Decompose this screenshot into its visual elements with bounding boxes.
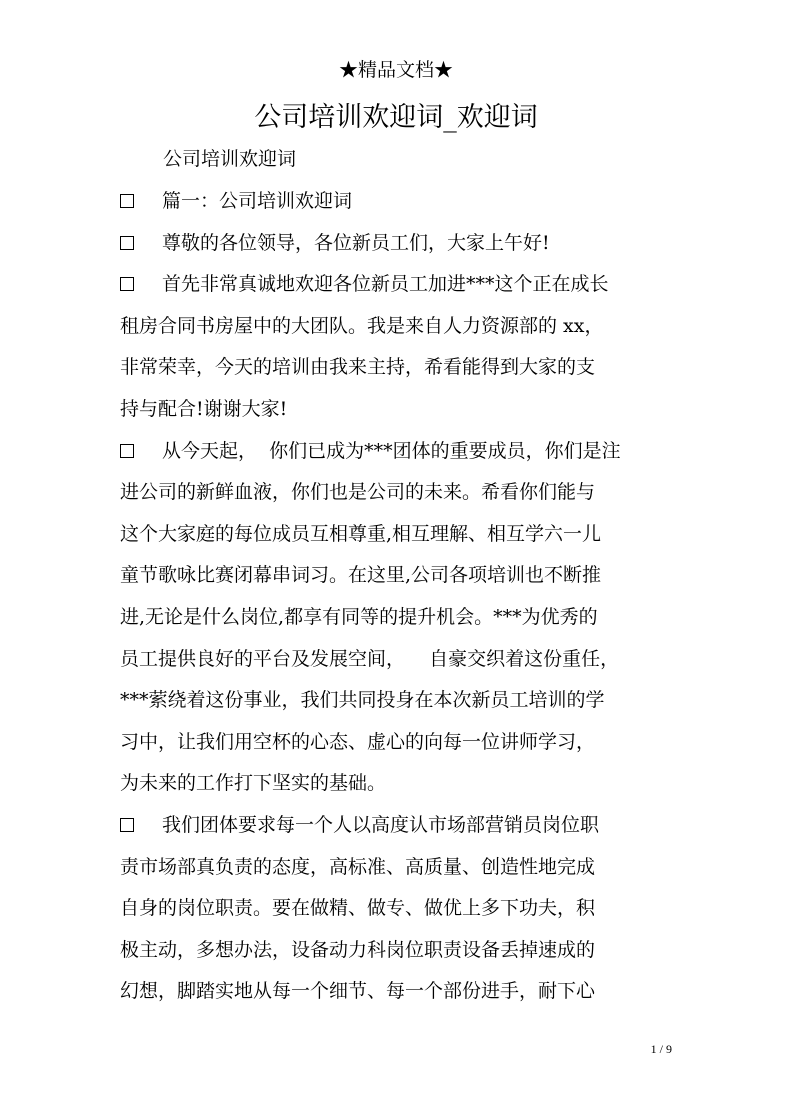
bullet-line <box>120 271 680 297</box>
line-text: 公司培训欢迎词 <box>163 148 297 170</box>
line-text: 首先非常真诚地欢迎各位新员工加进***这个正在成长 <box>162 273 609 295</box>
page-number: 1 / 9 <box>650 1042 672 1056</box>
line-text: 从今天起， 你们已成为***团体的重要成员，你们是注 <box>162 440 621 462</box>
body-line: 非常荣幸，今天的培训由我来主持，希看能得到大家的支 <box>120 356 596 378</box>
subtitle-line <box>163 146 723 172</box>
body-line: 童节歌咏比赛闭幕串词习。在这里,公司各项培训也不断推 <box>120 564 602 586</box>
doc-header: ★精品文档★ <box>338 59 453 81</box>
checkbox-icon <box>120 194 134 208</box>
body-line: 进,无论是什么岗位,都享有同等的提升机会。***为优秀的 <box>120 606 598 628</box>
checkbox-icon <box>120 277 134 291</box>
line-text: 尊敬的各位领导，各位新员工们，大家上午好! <box>162 232 550 254</box>
line-text: 篇一：公司培训欢迎词 <box>162 190 353 212</box>
body-line: 进公司的新鲜血液，你们也是公司的未来。希看你们能与 <box>120 481 596 503</box>
bullet-line <box>120 188 680 214</box>
body-line: 这个大家庭的每位成员互相尊重,相互理解、相互学六一儿 <box>120 523 602 545</box>
body-line: 为未来的工作打下坚实的基础。 <box>120 772 387 794</box>
body-line: 租房合同书房屋中的大团队。我是来自人力资源部的 xx， <box>120 315 604 337</box>
checkbox-icon <box>120 444 134 458</box>
body-line: 幻想，脚踏实地从每一个细节、每一个部份进手，耐下心 <box>120 980 596 1002</box>
bullet-line <box>120 812 680 838</box>
body-line: 习中，让我们用空杯的心态、虚心的向每一位讲师学习， <box>120 731 596 753</box>
body-line: ***萦绕着这份事业，我们共同投身在本次新员工培训的学 <box>120 689 605 711</box>
body-line: 责市场部真负责的态度，高标准、高质量、创造性地完成 <box>120 856 596 878</box>
body-line: 自身的岗位职责。要在做精、做专、做优上多下功夫，积 <box>120 897 596 919</box>
doc-title: 公司培训欢迎词_欢迎词 <box>254 102 538 133</box>
checkbox-icon <box>120 236 134 250</box>
body-line: 极主动，多想办法，设备动力科岗位职责设备丢掉速成的 <box>120 939 596 961</box>
body-line: 员工提供良好的平台及发展空间， 自豪交织着这份重任， <box>120 648 620 670</box>
body-line: 持与配合!谢谢大家! <box>120 398 288 420</box>
line-text: 我们团体要求每一个人以高度认市场部营销员岗位职 <box>162 814 600 836</box>
bullet-line <box>120 230 680 256</box>
checkbox-icon <box>120 818 134 832</box>
bullet-line <box>120 438 680 464</box>
